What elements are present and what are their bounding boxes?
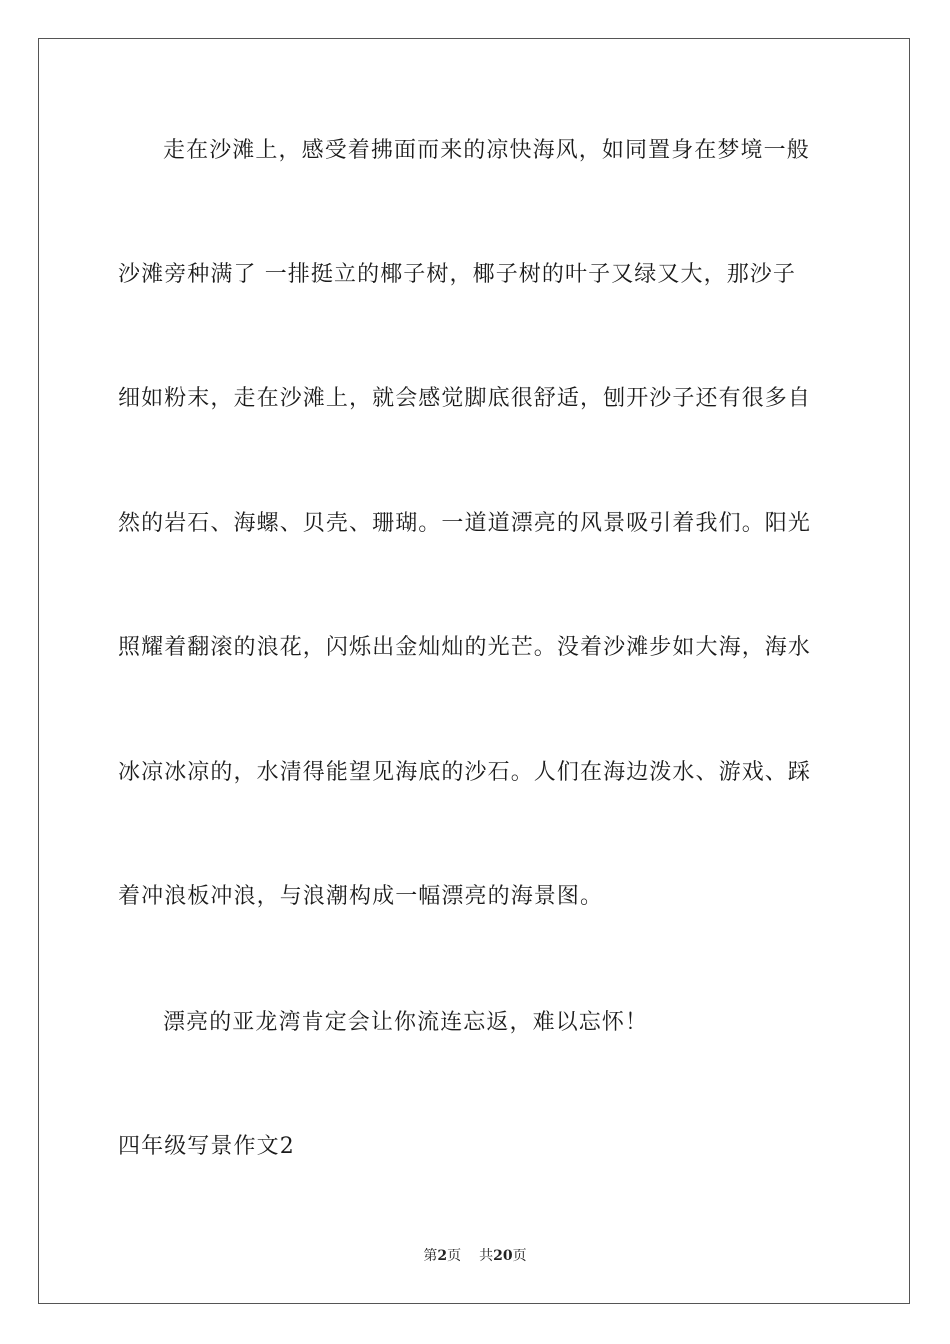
page-number: 2 <box>437 1248 448 1264</box>
total-suffix: 页 <box>512 1248 527 1264</box>
paragraph-line: 走在沙滩上，感受着拂面而来的凉快海风，如同置身在梦境一般 <box>163 138 810 163</box>
section-heading: 四年级写景作文2 <box>118 1134 295 1159</box>
page-prefix: 第 <box>423 1248 438 1264</box>
paragraph-line: 然的岩石、海螺、贝壳、珊瑚。一道道漂亮的风景吸引着我们。阳光 <box>118 511 812 536</box>
total-pages: 20 <box>493 1248 513 1264</box>
paragraph-line: 着冲浪板冲浪，与浪潮构成一幅漂亮的海景图。 <box>118 884 604 909</box>
page-frame <box>38 38 910 1304</box>
paragraph-line: 细如粉末，走在沙滩上，就会感觉脚底很舒适，刨开沙子还有很多自 <box>118 386 812 411</box>
paragraph-line: 冰凉冰凉的，水清得能望见海底的沙石。人们在海边泼水、游戏、踩 <box>118 760 812 785</box>
total-prefix: 共 <box>479 1248 494 1264</box>
page-footer <box>0 1247 950 1265</box>
paragraph-text: 漂亮的亚龙湾肯定会让你流连忘返，难以忘怀！ <box>163 1010 649 1035</box>
paragraph-line: 沙滩旁种满了 一排挺立的椰子树，椰子树的叶子又绿又大，那沙子 <box>118 262 796 287</box>
paragraph-line: 照耀着翻滚的浪花，闪烁出金灿灿的光芒。没着沙滩步如大海，海水 <box>118 635 812 660</box>
page-suffix: 页 <box>447 1248 462 1264</box>
